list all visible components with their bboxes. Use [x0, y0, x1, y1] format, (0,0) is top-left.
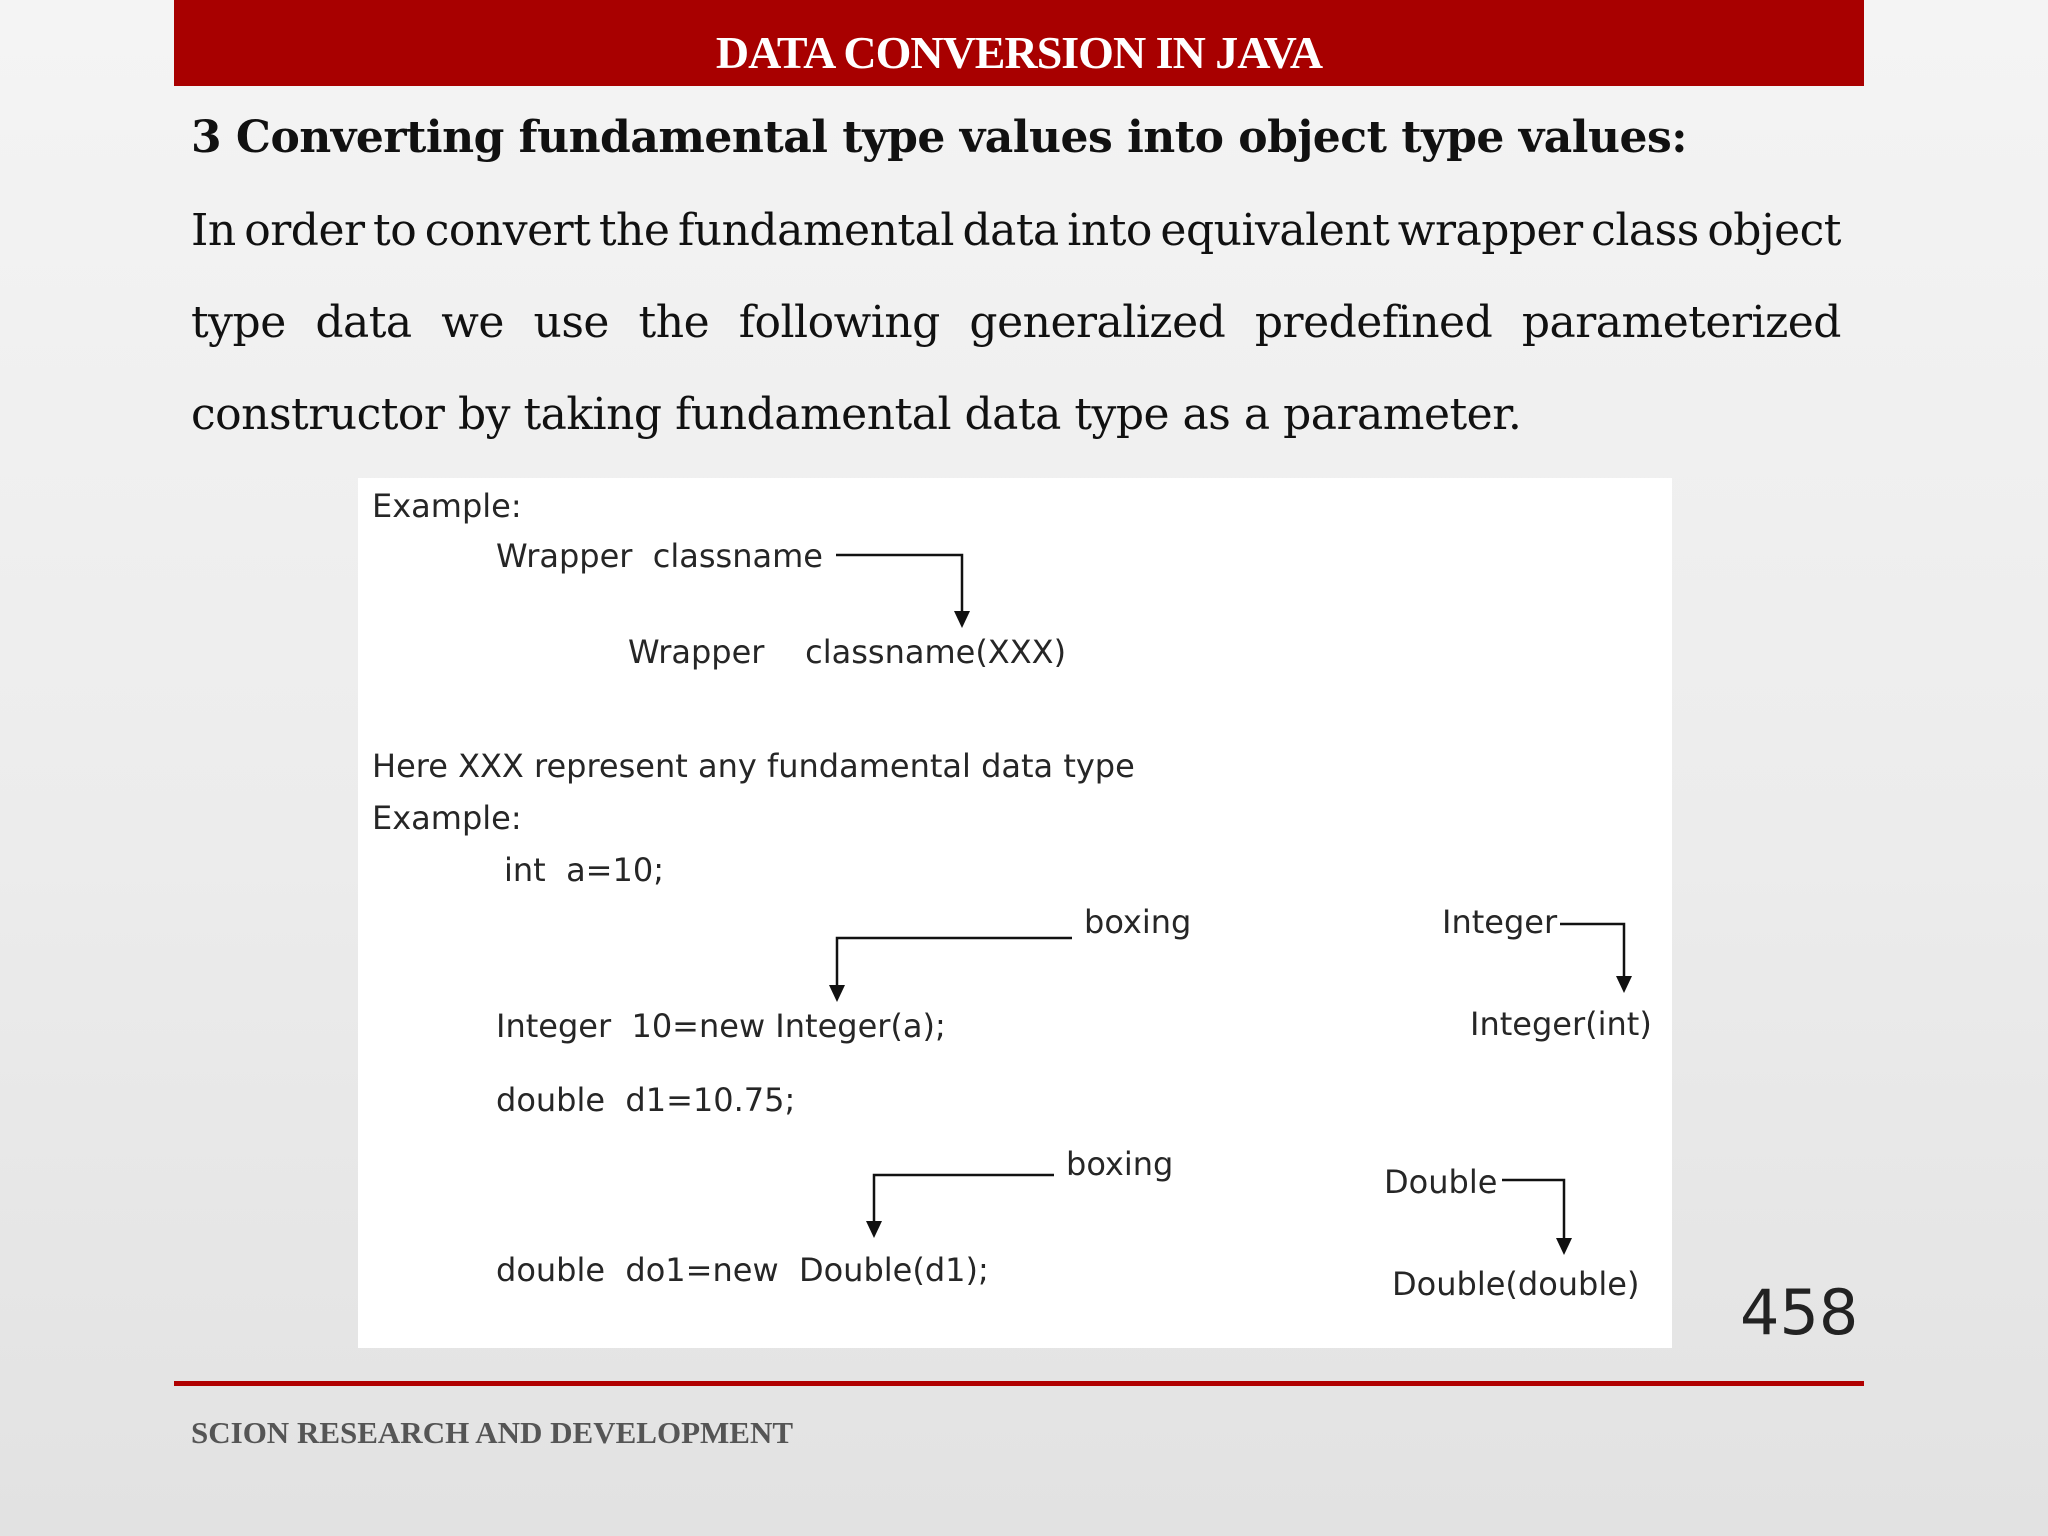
footer-divider — [174, 1381, 1864, 1386]
paragraph-line-3 — [191, 389, 1841, 440]
integer-label: Integer — [1442, 903, 1558, 941]
paragraph-word: fundamental — [677, 205, 954, 256]
wrapper-classname-xxx-text: Wrapper classname(XXX) — [628, 633, 1067, 671]
paragraph-word: convert — [424, 205, 591, 256]
section-heading: 3 Converting fundamental type values into object type values: — [191, 112, 1687, 163]
paragraph-word: predefined — [1254, 297, 1493, 348]
paragraph-word: following — [738, 297, 940, 348]
page-number: 458 — [1740, 1276, 1859, 1349]
paragraph-word: to — [373, 205, 417, 256]
boxing-label-1: boxing — [1084, 903, 1192, 941]
paragraph-word: into — [1067, 205, 1152, 256]
paragraph-word: In — [191, 205, 236, 256]
paragraph-word: we — [441, 297, 504, 348]
double-constructor: Double(double) — [1392, 1265, 1640, 1303]
paragraph-word: data — [962, 205, 1059, 256]
slide-title: DATA CONVERSION IN JAVA — [715, 27, 1323, 78]
arrow-boxing-2 — [874, 1175, 1054, 1223]
paragraph-word: type — [191, 297, 286, 348]
paragraph-word: constructor by taking fundamental data type as a parameter. — [191, 389, 1522, 440]
int-declaration: int a=10; — [504, 851, 664, 889]
arrow-integer — [1560, 924, 1624, 978]
xxx-note-text: Here XXX represent any fundamental data type — [372, 747, 1135, 785]
boxing-label-2: boxing — [1066, 1145, 1174, 1183]
paragraph-word: object — [1707, 205, 1841, 256]
paragraph-word: equivalent — [1160, 205, 1390, 256]
paragraph-word: generalized — [969, 297, 1226, 348]
paragraph-word: order — [244, 205, 365, 256]
integer-statement: Integer 10=new Integer(a); — [496, 1007, 946, 1045]
wrapper-classname-text: Wrapper classname — [496, 537, 823, 575]
paragraph-word: wrapper — [1397, 205, 1583, 256]
double-statement: double do1=new Double(d1); — [496, 1251, 989, 1289]
paragraph-word: the — [598, 205, 670, 256]
footer-organization: SCION RESEARCH AND DEVELOPMENT — [191, 1415, 794, 1450]
double-label: Double — [1384, 1163, 1498, 1201]
example-label-1: Example: — [372, 487, 522, 525]
paragraph-word: data — [315, 297, 412, 348]
header-bar — [174, 0, 1864, 86]
arrow-boxing-1 — [837, 938, 1072, 987]
arrow-double — [1502, 1180, 1564, 1240]
paragraph-word: parameterized — [1521, 297, 1841, 348]
integer-constructor: Integer(int) — [1470, 1005, 1652, 1043]
paragraph-line-1 — [191, 205, 1841, 256]
example-label-2: Example: — [372, 799, 522, 837]
double-declaration: double d1=10.75; — [496, 1081, 796, 1119]
arrow-wrapper-classname — [836, 555, 962, 613]
paragraph-word: class — [1591, 205, 1699, 256]
paragraph-line-2 — [191, 297, 1841, 348]
example-figure — [358, 478, 1672, 1348]
paragraph-word: use — [533, 297, 609, 348]
paragraph-word: the — [638, 297, 710, 348]
